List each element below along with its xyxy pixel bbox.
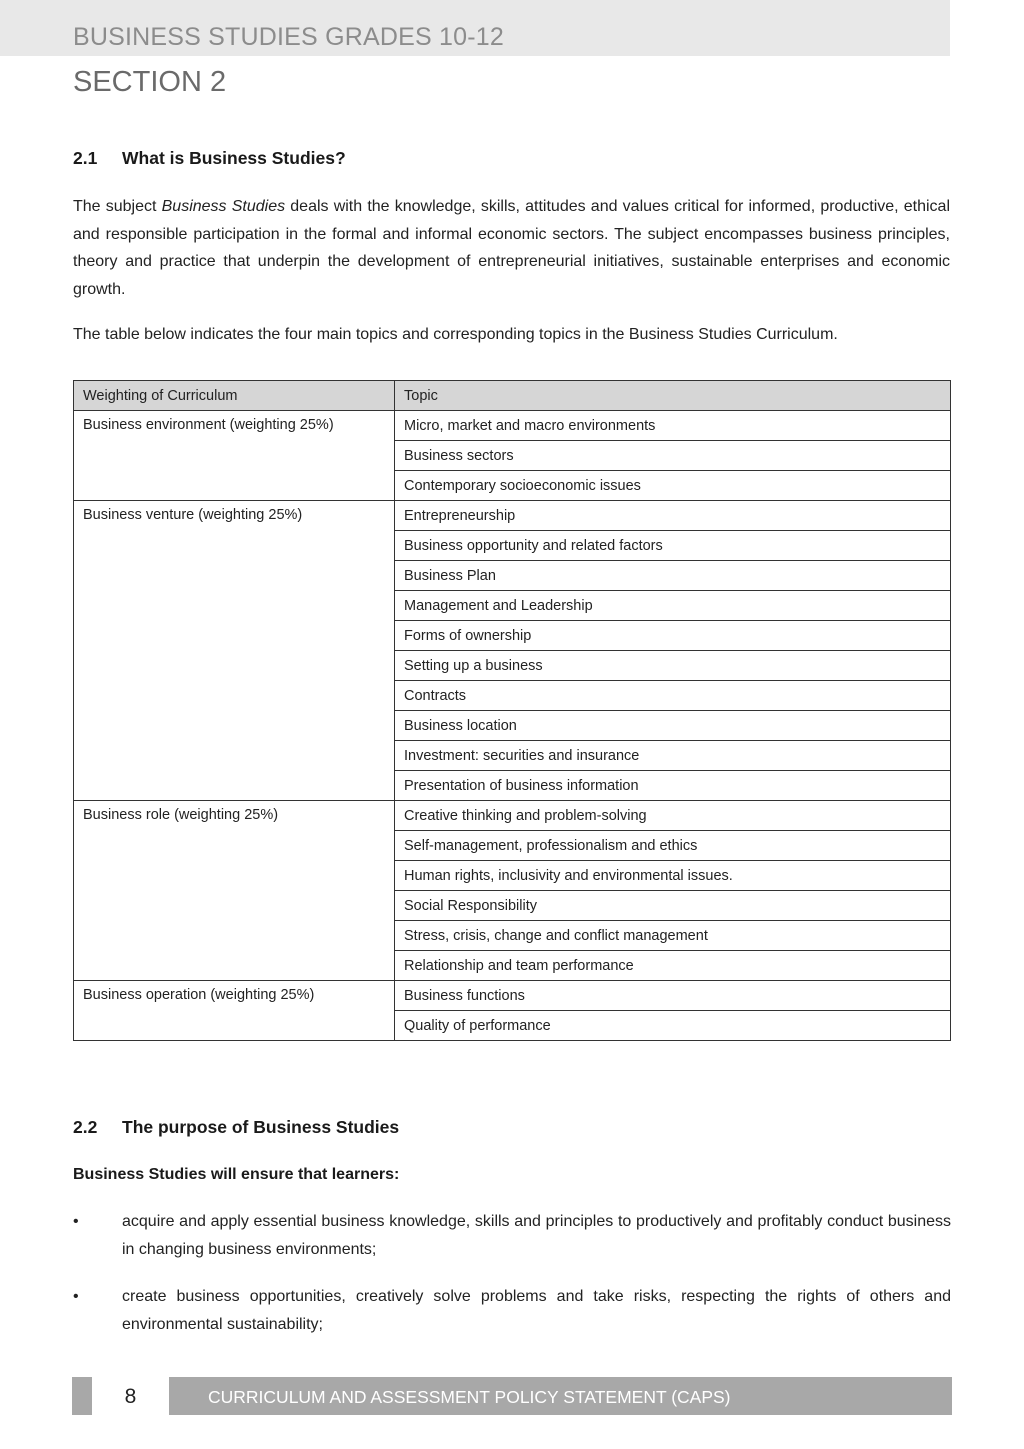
table-row — [74, 981, 951, 1011]
bullet-text: create business opportunities, creatively solve problems and take risks, respecting the rights of others and environmental sustainability; — [122, 1288, 951, 1333]
footer-bar — [72, 1377, 952, 1415]
topic-cell: Business functions — [395, 981, 951, 1011]
topic-cell: Contemporary socioeconomic issues — [395, 471, 951, 501]
topic-cell: Investment: securities and insurance — [395, 741, 951, 771]
topic-cell: Contracts — [395, 681, 951, 711]
bullet-icon: • — [73, 1288, 79, 1305]
purpose-intro: Business Studies will ensure that learners: — [73, 1166, 400, 1183]
topic-cell: Human rights, inclusivity and environmental issues. — [395, 861, 951, 891]
bullet-icon: • — [73, 1213, 79, 1230]
weighting-cell: Business operation (weighting 25%) — [74, 981, 395, 1041]
topic-cell: Business opportunity and related factors — [395, 531, 951, 561]
table-intro-paragraph: The table below indicates the four main topics and corresponding topics in the Business Studies Curriculum. — [73, 326, 838, 343]
footer-text: CURRICULUM AND ASSESSMENT POLICY STATEMENT (CAPS) — [208, 1387, 731, 1407]
para-emphasis: Business Studies — [161, 198, 286, 215]
bullet-text: acquire and apply essential business knowledge, skills and principles to productively and profitably conduct business in changing business environments; — [122, 1213, 951, 1258]
heading-text: What is Business Studies? — [122, 148, 346, 168]
topic-cell: Social Responsibility — [395, 891, 951, 921]
topic-cell: Forms of ownership — [395, 621, 951, 651]
header-topic: Topic — [395, 381, 951, 411]
para-text: deals with the knowledge, skills, attitudes and values critical for informed, productive, ethical and responsible participation in the formal and informal economic sectors. The subject encompasses business principles, theory and practice that underpin the development of entrepreneurial initiatives, sustainable enterprises and economic growth. — [73, 198, 951, 298]
weighting-cell: Business venture (weighting 25%) — [74, 501, 395, 801]
topic-cell: Creative thinking and problem-solving — [395, 801, 951, 831]
table-header-row — [74, 381, 951, 411]
section-title: SECTION 2 — [73, 66, 227, 98]
topic-cell: Stress, crisis, change and conflict management — [395, 921, 951, 951]
topic-cell: Micro, market and macro environments — [395, 411, 951, 441]
heading-number: 2.1 — [73, 148, 98, 168]
table-row — [74, 501, 951, 531]
topic-cell: Management and Leadership — [395, 591, 951, 621]
heading-number: 2.2 — [73, 1117, 98, 1137]
curriculum-table — [73, 380, 951, 1041]
topic-cell: Quality of performance — [395, 1011, 951, 1041]
document-title: BUSINESS STUDIES GRADES 10-12 — [73, 23, 504, 51]
topic-cell: Business Plan — [395, 561, 951, 591]
weighting-cell: Business environment (weighting 25%) — [74, 411, 395, 501]
page-number: 8 — [92, 1377, 169, 1415]
topic-cell: Business sectors — [395, 441, 951, 471]
topic-cell: Setting up a business — [395, 651, 951, 681]
header-weighting: Weighting of Curriculum — [74, 381, 395, 411]
topic-cell: Relationship and team performance — [395, 951, 951, 981]
heading-2-2 — [73, 1117, 399, 1138]
list-item — [73, 1283, 951, 1338]
list-item — [73, 1208, 951, 1263]
para-text: The subject — [73, 198, 162, 215]
intro-paragraph — [73, 193, 950, 303]
heading-text: The purpose of Business Studies — [122, 1117, 400, 1137]
table-row — [74, 411, 951, 441]
table-row — [74, 801, 951, 831]
topic-cell: Self-management, professionalism and ethics — [395, 831, 951, 861]
topic-cell: Business location — [395, 711, 951, 741]
topic-cell: Entrepreneurship — [395, 501, 951, 531]
weighting-cell: Business role (weighting 25%) — [74, 801, 395, 981]
topic-cell: Presentation of business information — [395, 771, 951, 801]
heading-2-1 — [73, 148, 346, 169]
